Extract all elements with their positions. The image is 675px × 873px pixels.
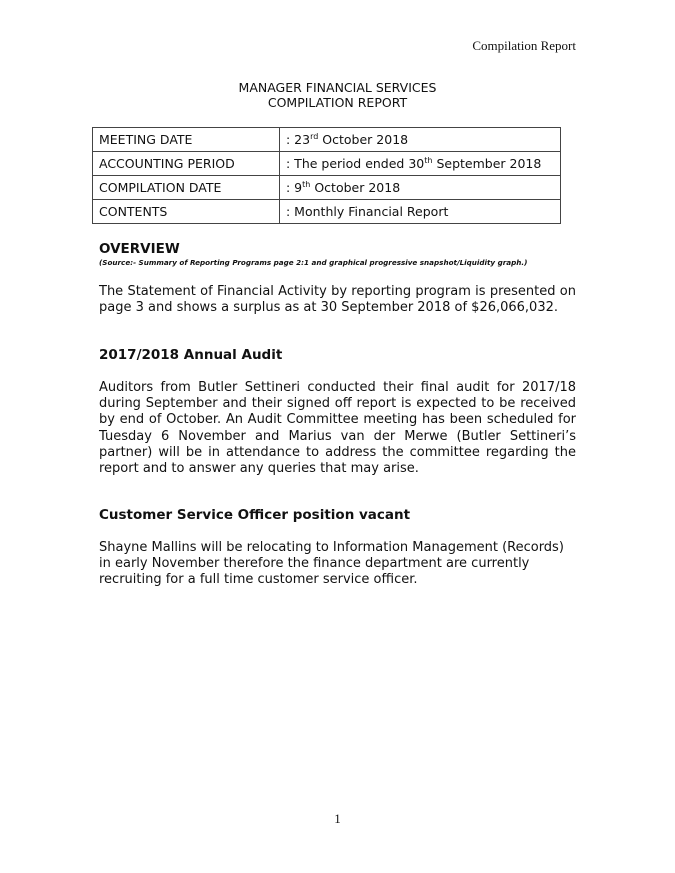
vacancy-paragraph: Shayne Mallins will be relocating to Information Management (Records) in early November therefore the finance department are currently recruiting for a full time customer service officer. (99, 540, 564, 588)
table-row (93, 152, 561, 176)
page-number: 1 (334, 811, 341, 826)
title-line-2: COMPILATION REPORT (267, 95, 408, 110)
audit-paragraph: Auditors from Butler Settineri conducted their final audit for 2017/18 during September and their signed off report is expected to be received by end of October. An Audit Committee meeting has been scheduled for Tuesday 6 November and Marius van der Merwe (Butler Settineri’s partner) will be in attendance to address the committee regarding the report and to answer any queries that may arise. (99, 380, 576, 477)
accounting-period-value: : The period ended 30th September 2018 (280, 152, 561, 176)
overview-source-note: (Source:- Summary of Reporting Programs page 2:1 and graphical progressive snapshot/Liquidity graph.) (99, 258, 528, 267)
table-row (93, 200, 561, 224)
audit-heading: 2017/2018 Annual Audit (99, 347, 283, 363)
vacancy-heading: Customer Service Officer position vacant (99, 507, 411, 523)
table-row (93, 128, 561, 152)
contents-label: CONTENTS (93, 200, 280, 224)
meeting-details-table (92, 127, 561, 224)
overview-paragraph: The Statement of Financial Activity by reporting program is presented on page 3 and shows a surplus as at 30 September 2018 of $26,066,032. (99, 284, 576, 316)
meeting-date-value: : 23rd October 2018 (280, 128, 561, 152)
meeting-date-label: MEETING DATE (93, 128, 280, 152)
overview-heading: OVERVIEW (99, 241, 180, 257)
document-title (0, 80, 675, 110)
contents-value: : Monthly Financial Report (280, 200, 561, 224)
title-line-1: MANAGER FINANCIAL SERVICES (238, 80, 437, 95)
running-header: Compilation Report (472, 38, 576, 53)
compilation-date-label: COMPILATION DATE (93, 176, 280, 200)
compilation-date-value: : 9th October 2018 (280, 176, 561, 200)
accounting-period-label: ACCOUNTING PERIOD (93, 152, 280, 176)
table-row (93, 176, 561, 200)
